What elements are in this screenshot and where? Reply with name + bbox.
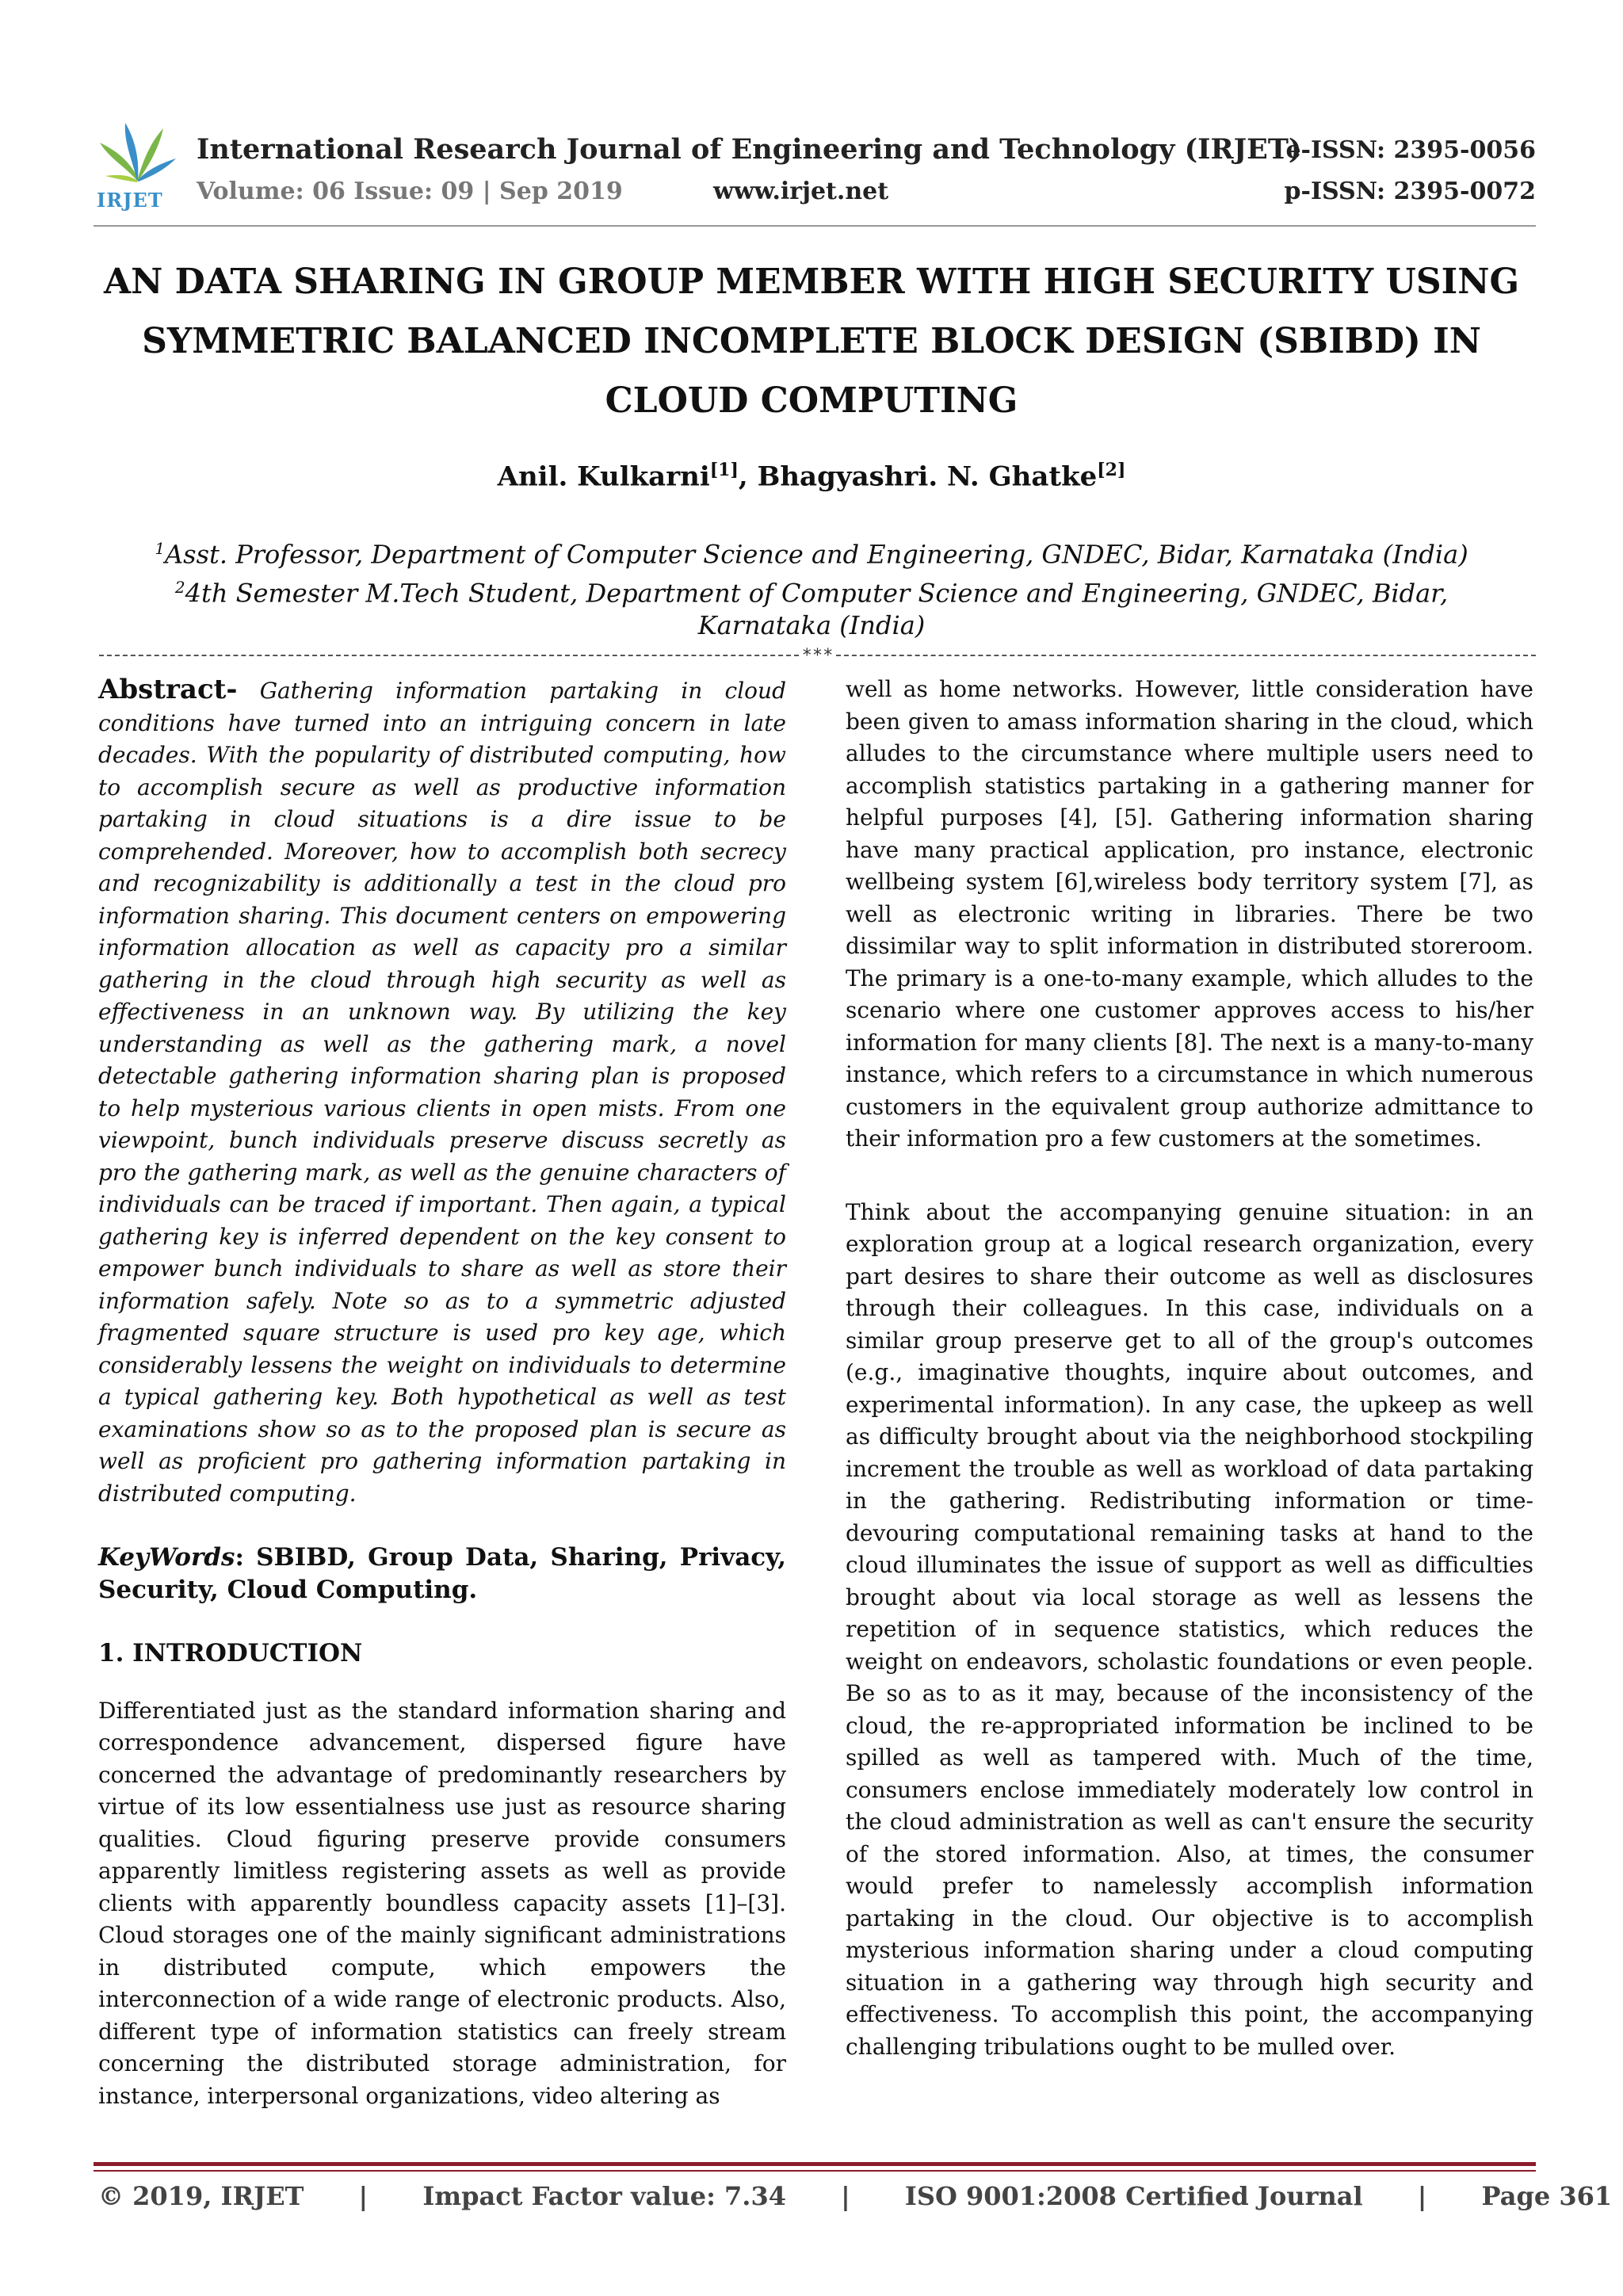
footer-impact-factor: Impact Factor value: 7.34 [422, 2181, 786, 2211]
author-separator: , [738, 460, 758, 493]
keywords-text: : SBIBD, Group Data, Sharing, Privacy, Security, Cloud Computing. [98, 1543, 786, 1604]
keywords [98, 1541, 786, 1606]
intro-paragraph-1-continued: well as home networks. However, little consideration have been given to amass information sharing in the cloud, which alludes to the circumstance where multiple users need to accomplish statistics partaking in a gathering manner for helpful purposes [4], [5]. Gathering information sharing have many practical application, pro instance, electronic wellbeing system [6],wireless body territory system [7], as well as electronic writing in libraries. There be two dissimilar way to split information in distributed storeroom. The primary is a one-to-many example, which alludes to the scenario where one customer approves access to his/her information for many clients [8]. The next is a many-to-many instance, which refers to a circumstance in which numerous customers in the equivalent group authorize admittance to their information pro a few customers at the sometimes. [846, 676, 1533, 1152]
section-heading-introduction: 1. INTRODUCTION [98, 1639, 363, 1668]
affiliation-1-text: Asst. Professor, Department of Computer Science and Engineering, GNDEC, Bidar, Karnataka (India) [165, 539, 1468, 570]
p-issn: p-ISSN: 2395-0072 [1284, 178, 1536, 205]
affiliation-2-text: 4th Semester M.Tech Student, Department of Computer Science and Engineering, GNDEC, Bidar, Karnataka (India) [185, 578, 1449, 641]
abstract-label: Abstract- [98, 674, 238, 705]
footer-rule-thin [94, 2170, 1536, 2172]
affiliation-2-mark: 2 [174, 577, 185, 597]
footer-rule-thick [94, 2162, 1536, 2166]
affiliation-1-mark: 1 [155, 539, 166, 558]
footer-copyright: © 2019, IRJET [98, 2181, 304, 2211]
volume-issue: Volume: 06 Issue: 09 | Sep 2019 [197, 178, 623, 205]
intro-paragraph-2: Think about the accompanying genuine situation: in an exploration group at a logical research organization, every part desires to share their outcome as well as disclosures through their colleagues. In this case, individuals on a similar group preserve get to all of the group's outcomes (e.g., imaginative thoughts, inquire about outcomes, and experimental information). In any case, the upkeep as well as difficulty brought about via the neighborhood stockpiling increment the trouble as well as workload of data partaking in the gathering. Redistributing information or time-devouring computational remaining tasks at hand to the cloud illuminates the issue of support as well as difficulties brought about via local storage as well as lessens the repetition of in sequence statistics, which reduces the weight on endeavors, scholastic foundations or even people. Be so as to as it may, because of the inconsistency of the cloud, the re-appropriated information be inclined to be spilled as well as tampered with. Much of the time, consumers enclose immediately moderately low control in the cloud administration as well as can't ensure the security of the stored information. Also, at times, the consumer would prefer to namelessly accomplish information partaking in the cloud. Our objective is to accomplish mysterious information sharing under a cloud computing situation in a gathering way through high security and effectiveness. To accomplish this point, the accompanying challenging tribulations ought to be mulled over. [846, 1198, 1533, 2060]
affiliations [127, 533, 1496, 642]
author-2: Bhagyashri. N. Ghatke [757, 460, 1098, 493]
header-rule [94, 225, 1536, 227]
abstract [98, 674, 786, 1510]
e-issn: e-ISSN: 2395-0056 [1285, 136, 1536, 164]
affiliation-2 [127, 571, 1496, 643]
footer-iso: ISO 9001:2008 Certified Journal [904, 2181, 1363, 2211]
left-column [98, 674, 786, 2112]
footer-divider: | [841, 2181, 850, 2211]
paper-title: AN DATA SHARING IN GROUP MEMBER WITH HIGH SECURITY USING SYMMETRIC BALANCED INCOMPLETE BLOCK DESIGN (SBIBD) IN CLOUD COMPUTING [103, 262, 1520, 421]
affiliation-1 [127, 533, 1496, 571]
section-divider [99, 644, 1536, 667]
footer-divider: | [358, 2181, 369, 2211]
irjet-logo [94, 119, 181, 214]
footer-page-number: Page 361 [1481, 2181, 1613, 2211]
journal-title: International Research Journal of Engineering and Technology (IRJET) [197, 133, 1302, 166]
divider-mark: *** [801, 645, 834, 666]
author-1-mark: [1] [709, 460, 739, 480]
keywords-label: KeyWords [98, 1543, 235, 1572]
logo-text: IRJET [97, 189, 163, 212]
right-column [846, 674, 1533, 2063]
author-1: Anil. Kulkarni [497, 460, 710, 493]
author-line [0, 460, 1623, 492]
intro-paragraph-1: Differentiated just as the standard information sharing and correspondence advancement, dispersed figure have concerned the advantage of predominantly researchers by virtue of its low essentialness use just as resource sharing qualities. Cloud figuring preserve provide consumers apparently limitless registering assets as well as provide clients with apparently boundless capacity assets [1]–[3]. Cloud storages one of the mainly significant administrations in distributed compute, which empowers the interconnection of a wide range of electronic products. Also, different type of information statistics can freely stream concerning the distributed storage administration, for instance, interpersonal organizations, video altering as [98, 1697, 786, 2109]
abstract-text: Gathering information partaking in cloud conditions have turned into an intriguing concern in late decades. With the popularity of distributed computing, how to accomplish secure as well as productive information partaking in cloud situations is a dire issue to be comprehended. Moreover, how to accomplish both secrecy and recognizability is additionally a test in the cloud pro information sharing. This document centers on empowering information allocation as well as capacity pro a similar gathering in the cloud through high security as well as effectiveness in an unknown way. By utilizing the key understanding as well as the gathering mark, a novel detectable gathering information sharing plan is proposed to help mysterious various clients in open mists. From one viewpoint, bunch individuals preserve discuss secretly as pro the gathering mark, as well as the genuine characters of individuals can be traced if important. Then again, a typical gathering key is inferred dependent on the key consent to empower bunch individuals to share as well as store their information safely. Note so as to a symmetric adjusted fragmented square structure is used pro key age, which considerably lessens the weight on individuals to determine a typical gathering key. Both hypothetical as well as test examinations show so as to the proposed plan is secure as well as proficient pro gathering information partaking in distributed computing. [98, 678, 786, 1507]
author-2-mark: [2] [1097, 460, 1126, 480]
journal-website: www.irjet.net [713, 178, 889, 205]
page-footer [98, 2181, 1613, 2211]
footer-divider: | [1417, 2181, 1427, 2211]
